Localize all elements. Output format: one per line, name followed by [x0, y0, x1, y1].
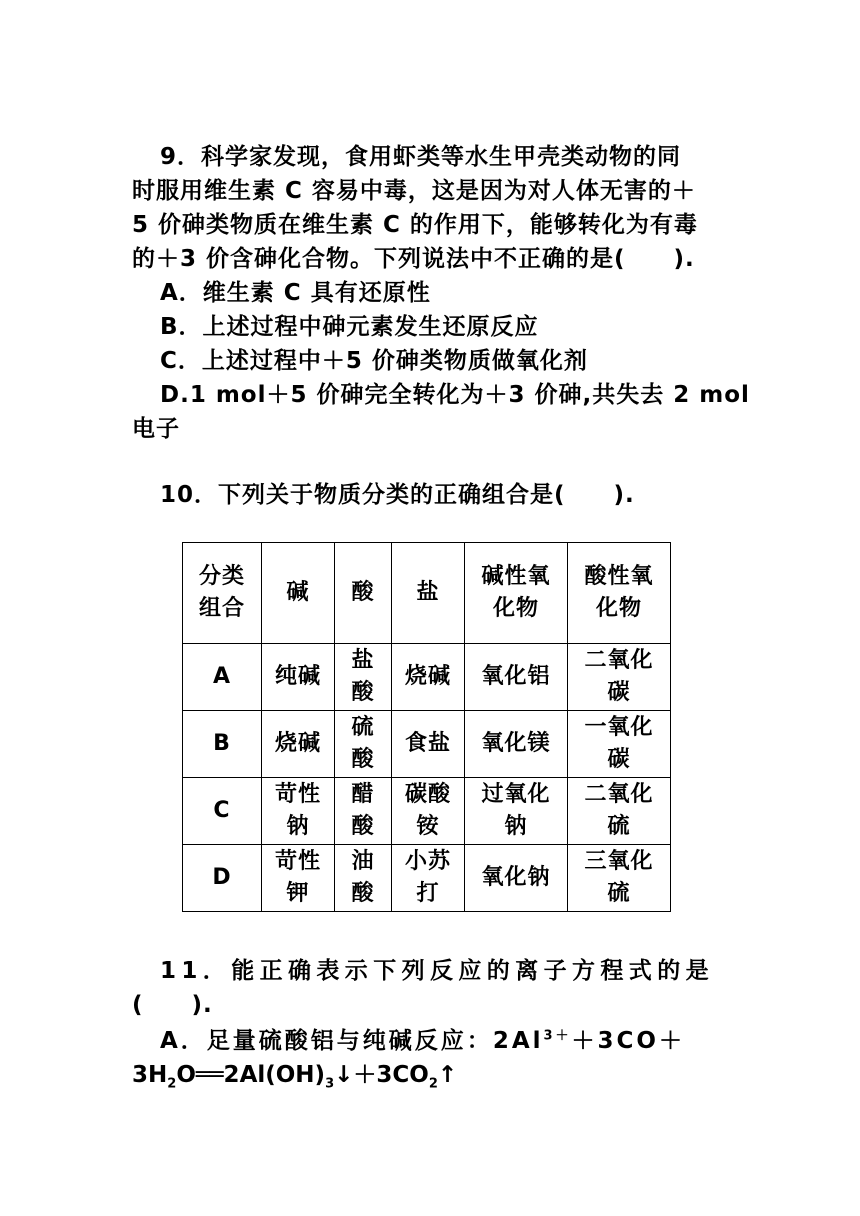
table-cell: 氧化钠 — [465, 845, 568, 912]
q9-option-c: C．上述过程中＋5 价砷类物质做氧化剂 — [160, 348, 588, 374]
table-cell: 油酸 — [335, 845, 392, 912]
table-cell: 三氧化硫 — [568, 845, 671, 912]
table-cell: 纯碱 — [262, 644, 335, 711]
header-cell: 盐 — [392, 543, 465, 644]
table-cell: 二氧化碳 — [568, 644, 671, 711]
table-cell: 碳酸铵 — [392, 778, 465, 845]
header-cell: 碱 — [262, 543, 335, 644]
table-row — [183, 778, 671, 845]
header-cell: 酸 — [335, 543, 392, 644]
table-cell: 苛性钠 — [262, 778, 335, 845]
equation-term: O══2Al(OH) — [176, 1062, 326, 1088]
q9-line-3: 5 价砷类物质在维生素 C 的作用下，能够转化为有毒 — [132, 212, 698, 238]
equation-term: ＋3CO＋ — [571, 1028, 685, 1054]
table-cell: 烧碱 — [262, 711, 335, 778]
equation-term: 3H — [132, 1062, 168, 1088]
table-cell: 一氧化碳 — [568, 711, 671, 778]
table-cell: B — [183, 711, 262, 778]
equation-term: ↓＋3CO — [334, 1062, 429, 1088]
table-row — [183, 711, 671, 778]
q9-option-a: A．维生素 C 具有还原性 — [160, 280, 431, 306]
table-row — [183, 845, 671, 912]
table-cell: 氧化镁 — [465, 711, 568, 778]
q11-option-a — [160, 1024, 685, 1058]
header-cell: 分类组合 — [183, 543, 262, 644]
q9-option-d: D.1 mol＋5 价砷完全转化为＋3 价砷,共失去 2 mol — [160, 382, 750, 408]
table-cell: 盐酸 — [335, 644, 392, 711]
table-cell: 醋酸 — [335, 778, 392, 845]
classification-table — [182, 542, 671, 912]
subscript: 2 — [167, 1076, 177, 1092]
q9-line-1: 9．科学家发现，食用虾类等水生甲壳类动物的同 — [160, 144, 682, 170]
q9-option-d-continued: 电子 — [132, 416, 180, 442]
subscript: 2 — [428, 1076, 438, 1092]
table-cell: 二氧化硫 — [568, 778, 671, 845]
table-header-row — [183, 543, 671, 644]
table-cell: 硫酸 — [335, 711, 392, 778]
ion-charge: 3＋ — [543, 1028, 572, 1044]
table-cell: 食盐 — [392, 711, 465, 778]
table-cell: D — [183, 845, 262, 912]
header-cell: 碱性氧化物 — [465, 543, 568, 644]
table-cell: 过氧化钠 — [465, 778, 568, 845]
table-cell: A — [183, 644, 262, 711]
subscript: 3 — [325, 1076, 335, 1092]
q11-paren: ( ). — [132, 992, 213, 1018]
table-cell: 氧化铝 — [465, 644, 568, 711]
q9-line-4: 的＋3 价含砷化合物。下列说法中不正确的是( ). — [132, 246, 695, 272]
q11-option-a-label: A．足量硫酸铝与纯碱反应： — [160, 1028, 493, 1054]
q9-line-2: 时服用维生素 C 容易中毒，这是因为对人体无害的＋ — [132, 178, 696, 204]
table-cell: 苛性钾 — [262, 845, 335, 912]
table-cell: C — [183, 778, 262, 845]
equation-term: 2Al — [492, 1028, 544, 1054]
header-cell: 酸性氧化物 — [568, 543, 671, 644]
q11-equation-line-2 — [132, 1058, 457, 1092]
q9-option-b: B．上述过程中砷元素发生还原反应 — [160, 314, 539, 340]
table-cell: 烧碱 — [392, 644, 465, 711]
table-row — [183, 644, 671, 711]
q10-stem: 10．下列关于物质分类的正确组合是( ). — [160, 482, 635, 508]
gas-arrow: ↑ — [437, 1062, 458, 1088]
table-cell: 小苏打 — [392, 845, 465, 912]
q11-stem: 11．能正确表示下列反应的离子方程式的是 — [160, 958, 715, 984]
